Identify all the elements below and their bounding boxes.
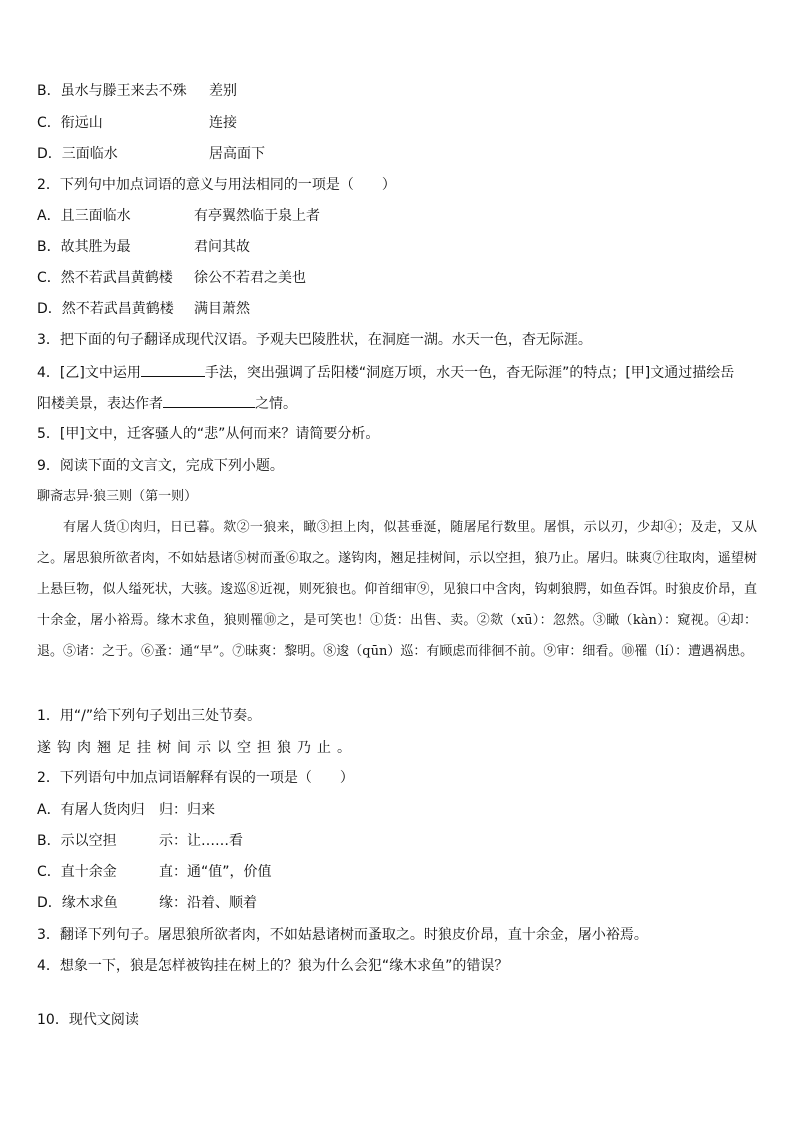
q4-text-b: 手法，突出强调了岳阳楼“洞庭万顷，水天一色，杳无际涯”的特点；[甲]文通过描绘岳	[204, 365, 735, 381]
option-text: D．缘木求鱼	[37, 895, 118, 911]
question-5: 5．[甲]文中，迁客骚人的“悲”从何而来？请简要分析。	[37, 426, 380, 442]
option-text: C．衔远山	[37, 115, 103, 131]
question-3: 3．把下面的句子翻译成现代汉语。予观夫巴陵胜状，在洞庭一湖。水天一色，杳无际涯。	[37, 332, 592, 348]
option-compare: 君问其故	[194, 239, 250, 255]
option-explanation: 缘：沿着、顺着	[159, 895, 257, 911]
subquestion-3: 3．翻译下列句子。屠思狼所欲者肉，不如姑悬诸树而蚤取之。时狼皮价昂，直十余金，屠小裕焉。	[37, 927, 648, 943]
subquestion-1-stem: 1．用“/”给下列句子划出三处节奏。	[37, 708, 262, 724]
option-text: B．故其胜为最	[37, 239, 131, 255]
option-d	[37, 144, 764, 164]
option-compare: 有亭翼然临于泉上者	[194, 208, 320, 224]
question-4-line2	[37, 393, 764, 414]
q4-text-d: 之情。	[255, 396, 297, 412]
option-explanation: 归：归来	[159, 802, 215, 818]
option-text: A．且三面临水	[37, 208, 131, 224]
option-text: D．然不若武昌黄鹤楼	[37, 301, 174, 317]
q4-text-c: 阳楼美景，表达作者	[37, 396, 163, 412]
classical-passage	[37, 512, 757, 667]
option-compare: 徐公不若君之美也	[194, 270, 306, 286]
subquestion-2-stem: 2．下列语句中加点词语解释有误的一项是（ ）	[37, 770, 354, 786]
option-text: C．直十余金	[37, 864, 117, 880]
option-meaning: 居高面下	[209, 146, 265, 162]
subquestion-1-sentence: 遂钩肉翘足挂树间示以空担狼乃止。	[37, 740, 357, 756]
subquestion-4: 4．想象一下，狼是怎样被钩挂在树上的？狼为什么会犯“缘木求鱼”的错误？	[37, 958, 509, 974]
question-4-line1	[37, 362, 764, 383]
q2-option-a	[37, 206, 764, 226]
q2-option-b	[37, 237, 764, 257]
option-text: D．三面临水	[37, 146, 118, 162]
question-2-stem: 2．下列句中加点词语的意义与用法相同的一项是（ ）	[37, 177, 396, 193]
sub2-option-a	[37, 800, 764, 820]
option-text: A．有屠人货肉归	[37, 802, 145, 818]
sub2-option-b	[37, 831, 764, 851]
passage-title: 聊斋志异·狼三则（第一则）	[37, 489, 198, 504]
sub2-option-c	[37, 862, 764, 882]
option-meaning: 连接	[209, 115, 237, 131]
sub2-option-d	[37, 893, 764, 913]
option-c	[37, 113, 764, 133]
option-text: B．示以空担	[37, 833, 117, 849]
option-text: C．然不若武昌黄鹤楼	[37, 270, 173, 286]
answer-blank	[163, 393, 255, 408]
q2-option-d	[37, 299, 764, 319]
option-compare: 满目萧然	[194, 301, 250, 317]
q2-option-c	[37, 268, 764, 288]
answer-blank	[141, 362, 205, 377]
passage-body: 有屠人货①肉归，日已暮。欻②一狼来，瞰③担上肉，似甚垂涎，随屠尾行数里。屠惧，示以刃，少却④；及走，又从之。屠思狼所欲者肉，不如姑悬诸⑤树而蚤⑥取之。遂钩肉，翘足挂树间，示以空担，狼乃止。屠归。昧爽⑦往取肉，遥望树上悬巨物，似人缢死状，大骇。逡巡⑧近视，则死狼也。仰首细审⑨，见狼口中含肉，钩刺狼腭，如鱼吞饵。时狼皮价昂，直十余金，屠小裕焉。缘木求鱼，狼则罹⑩之，是可笑也！①货：出售、卖。②欻（xū）：忽然。③瞰（kàn）：窥视。④却：退。⑤诸：之于。⑥蚤：通“早”。⑦昧爽：黎明。⑧逡（qūn）巡：有顾虑而徘徊不前。⑨审：细看。⑩罹（lí）：遭遇祸患。	[37, 520, 757, 659]
option-text: B．虽水与滕王来去不殊	[37, 83, 187, 99]
question-9: 9．阅读下面的文言文，完成下列小题。	[37, 458, 284, 474]
option-meaning: 差别	[209, 83, 237, 99]
option-explanation: 示：让……看	[159, 833, 243, 849]
question-10-heading: 10．现代文阅读	[37, 1012, 139, 1028]
option-b	[37, 81, 764, 101]
q4-text-a: 4．[乙]文中运用	[37, 365, 141, 381]
option-explanation: 直：通“值”，价值	[159, 864, 272, 880]
